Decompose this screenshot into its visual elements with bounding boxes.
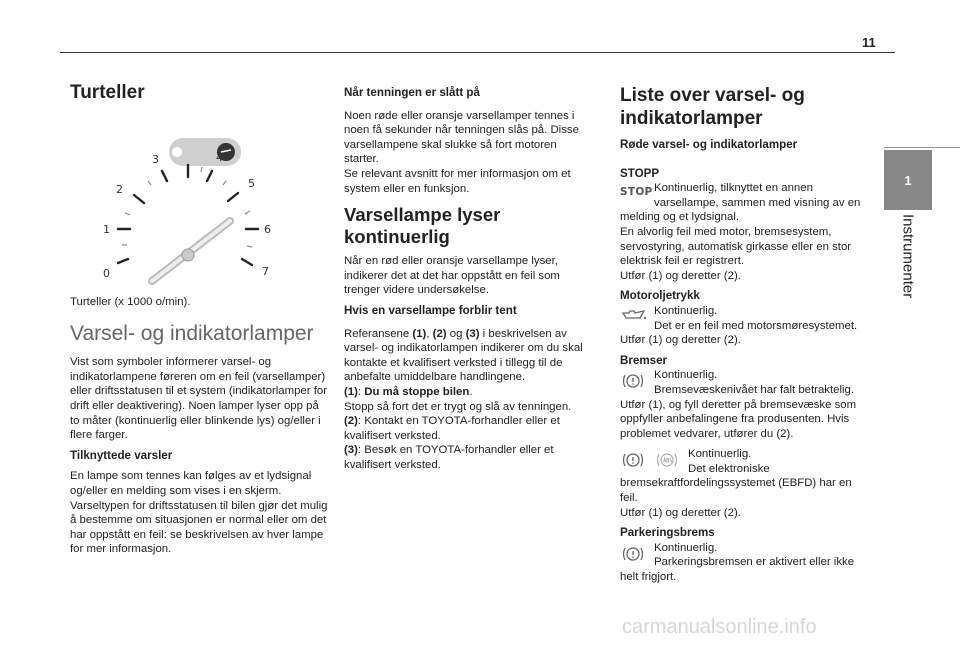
section-title-varsel: Varsel- og indikatorlamper [70,322,314,346]
text-run: . [469,385,473,398]
step-1-line [344,385,592,400]
tachometer-caption: Turteller (x 1000 o/min). [70,295,191,308]
ref-1: (1) [412,327,427,340]
ebfd-icons [620,451,688,469]
tachometer-illustration [70,105,328,295]
subheading-tilknyttede: Tilknyttede varsler [70,448,173,462]
lamp-row-oil [620,304,872,333]
gauge-needle [152,221,230,281]
oil-can-icon [620,308,654,327]
text-run: Referansene [344,327,413,340]
watermark: carmanualsonline.info [622,616,817,638]
lamp-row-brake [620,368,872,397]
stop-icon: STOP [620,186,653,199]
step-3-text: : Besøk en TOYOTA-forhandler eller et kvalifisert verksted. [344,444,554,471]
ebfd-text [688,447,770,476]
step-2-label: (2) [344,415,358,428]
lamp-heading-stopp: STOPP [620,166,660,180]
text-run: Det elektroniske [688,462,770,475]
text-run: Parkeringsbremsen er aktivert eller ikke [654,556,855,569]
section-title-kontinuerlig: Varsellampe lyser kontinuerlig [344,204,501,248]
lamp-heading-oil: Motoroljetrykk [620,289,700,303]
tick-label: 7 [262,264,269,278]
header-rule [60,52,895,53]
text-run: : [357,385,365,398]
abs-icon [654,451,680,469]
gauge-minor-ticks [122,167,252,247]
text-run: Det er en feil med motorsmøresystemet. [654,319,858,332]
column-2 [344,86,592,478]
tilknyttede-paragraph: En lampe som tennes kan følges av et lydsignal og/eller en melding som vises i en skjerm. Varseltypen for driftsstatusen til bilen gjør det mulig å bestemme om situasjonen er normal eller om det har oppstått en feil: se beskrivelsen av hver lampe for mer informasjon. [70,470,328,556]
tab-rule [884,147,960,148]
tenning-paragraph: Noen røde eller oransje varsellamper tennes i noen få sekunder når tenningen slås på. Disse varsellampene skal slukke så fort motoren starter. [344,109,579,166]
brake-warning-icon [620,372,654,395]
text-run: , [426,327,433,340]
step-1-text: Stopp så fort det er trygt og slå av tenningen. [344,400,572,413]
step-1-bold: Du må stoppe bilen [364,385,470,398]
column-1 [70,82,328,563]
text-run: Kontinuerlig. [654,541,718,554]
text-run: i beskrivelsen av varsel- og indikatorlampen indikerer om du skal kontakte et kvalifisert verksted i tillegg til de anbefalte umiddelbare handlingene. [344,327,583,384]
chapter-tab[interactable]: 1 [884,150,932,210]
stopp-rest: melding og et lydsignal. [620,211,740,224]
step-1-label: (1) [344,385,358,398]
intro-paragraph: Vist som symboler informerer varsel- og indikatorlampene føreren om en feil (varsellamper) eller driftsstatusen til et system (indikatorlamper for drift eller deaktivering). Noen lamper lyser opp på to måter (kontinuerlig eller blinkende lys) og/eller i flere farger. [70,356,328,442]
kontinuerlig-paragraph: Når en rød eller oransje varsellampe lyser, indikerer det at det har oppstått en feil som trenger videre undersøkelse. [344,255,560,297]
text-run: Kontinuerlig. [688,448,752,461]
lamp-heading-brake: Bremser [620,353,668,367]
lamp-row-ebfd [620,447,872,476]
lamp-row-stopp [620,181,872,210]
subheading-rode: Røde varsel- og indikatorlamper [620,138,798,151]
tick-label: 3 [152,152,159,166]
tick-label: 4 [216,150,223,164]
park-rest: helt frigjort. [620,571,677,584]
step-3-line [344,443,592,472]
step-2-line [344,414,592,443]
step-3-label: (3) [344,444,358,457]
ref-2: (2) [432,327,447,340]
ebfd-rest: bremsekraftfordelingssystemet (EBFD) har en feil. [620,477,852,505]
oil-text [654,304,857,333]
section-title-liste: Liste over varsel- og indikatorlamper [620,85,805,129]
oil-paragraph: Utfør (1) og deretter (2). [620,334,741,347]
ebfd-paragraph: Utfør (1) og deretter (2). [620,506,741,519]
park-text [654,541,854,570]
parking-brake-icon [620,545,654,568]
column-3 [620,84,872,591]
tick-label: 6 [264,222,271,236]
stopp-paragraph-3: Utfør (1) og deretter (2). [620,269,741,282]
ref-3: (3) [465,327,480,340]
subheading-tenning: Når tenningen er slått på [344,86,480,99]
text-run: Bremsevæskenivået har falt betraktelig. [654,383,855,396]
text-run: Kontinuerlig. [654,304,718,317]
tick-label: 5 [248,176,255,190]
lamp-heading-park: Parkeringsbrems [620,526,715,540]
stopp-paragraph-2: En alvorlig feil med motor, bremsesystem, servostyring, automatisk girkasse eller en stor elektrisk feil er registrert. [620,225,852,268]
text-run: Kontinuerlig. [654,369,718,382]
page-number: 11 [862,35,876,50]
brake-paragraph: Utfør (1), og fyll deretter på bremsevæske som oppfyller anbefalingene fra produsenten. Hvis problemet vedvarer, utfører du (2). [620,398,857,440]
brake-warning-icon [620,451,646,469]
tick-label: 1 [103,222,110,236]
tick-label: 2 [116,182,123,196]
lamp-row-park [620,541,872,570]
tenning-paragraph-2: Se relevant avsnitt for mer informasjon om et system eller en funksjon. [344,167,571,195]
section-title-turteller: Turteller [70,82,145,103]
display-dot-left [172,147,182,157]
text-run: og [446,327,466,340]
chapter-side-label: Instrumenter [899,214,917,299]
tick-label: 0 [103,266,110,280]
subheading-forblir-tent: Hvis en varsellampe forblir tent [344,303,517,317]
referanse-paragraph [344,327,592,385]
stopp-text: Kontinuerlig, tilknyttet en annen varsellampe, sammen med visning av en [654,182,861,209]
step-2-text: : Kontakt en TOYOTA-forhandler eller et kvalifisert verksted. [344,415,560,442]
brake-text [654,368,854,397]
